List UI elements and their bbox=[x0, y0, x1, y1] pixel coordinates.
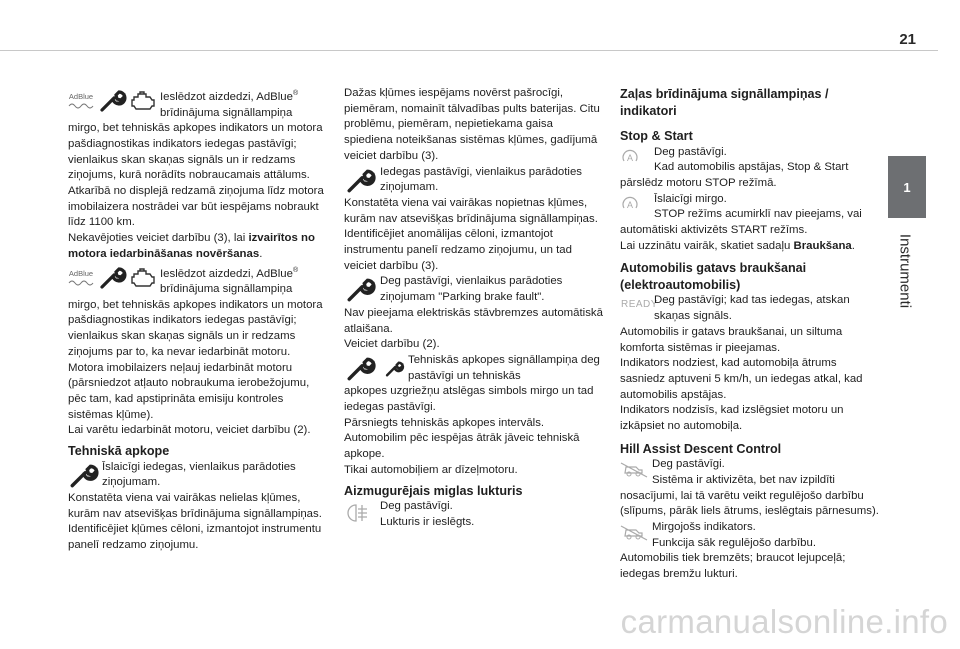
paragraph: Veiciet darbību (2). bbox=[344, 338, 440, 351]
svg-text:A: A bbox=[626, 199, 634, 210]
paragraph: Motora imobilaizers neļauj iedarbināt motoru (pārsniedzot atļauto nobraukuma ierobežojumu, pēc tam, kad apstiprināta emisiju kontroles sistēmas kļūme). bbox=[68, 361, 310, 421]
paragraph: pārslēdz motoru STOP režīmā. bbox=[620, 176, 777, 189]
icon-group bbox=[620, 194, 654, 214]
section-heading: Hill Assist Descent Control bbox=[620, 441, 782, 456]
engine-icon bbox=[130, 266, 156, 290]
icon-group bbox=[620, 295, 658, 311]
stop-start-block-1-text: Deg pastāvīgi. Kad automobilis apstājas, Stop & Start bbox=[654, 145, 849, 174]
paragraph: Automobilis ir gatavs braukšanai, un siltuma komforta sistēmas ir pieejamas. bbox=[620, 325, 843, 354]
hill-assist-block-2 bbox=[620, 520, 880, 551]
icon-group bbox=[68, 88, 160, 114]
icon-group bbox=[620, 459, 652, 479]
service-interval-text: Tehniskās apkopes signāllampiņa deg pastāvīgi un tehniskās bbox=[408, 353, 600, 382]
wrench-icon bbox=[68, 462, 98, 490]
hill-assist-block-1-text: Deg pastāvīgi. Sistēma ir aktivizēta, bet nav izpildīti bbox=[652, 458, 835, 486]
fog-light-block bbox=[344, 499, 604, 530]
paragraph: Automobilis tiek bremzēts; braucot lejupceļā; iedegas bremžu lukturi. bbox=[620, 552, 846, 581]
paragraph: Identificējiet kļūmes cēloni, izmantojot instrumentu panelī redzamo ziņojumu. bbox=[68, 523, 322, 552]
icon-group bbox=[68, 265, 160, 291]
paragraph: Indikators nodzisīs, kad izslēgsiet motoru un izkāpsiet no automobiļa. bbox=[620, 404, 844, 433]
stop-start-block-2-text: Īslaicīgi mirgo. STOP režīms acumirklī nav pieejams, vai bbox=[654, 192, 862, 221]
adblue-icon: AdBlue bbox=[68, 93, 94, 109]
adblue-block-2 bbox=[68, 263, 328, 298]
paragraph: automātiski aktivizēts START režīms. bbox=[620, 224, 808, 237]
chapter-title-text: Instrumenti bbox=[896, 233, 914, 309]
wrench-icon bbox=[344, 167, 376, 195]
chapter-title bbox=[897, 226, 913, 316]
wrench-icon bbox=[98, 265, 126, 291]
small-wrench-icon bbox=[384, 360, 404, 378]
hill-assist-block-1 bbox=[620, 457, 880, 488]
section-heading: Tehniskā apkope bbox=[68, 444, 170, 459]
adblue-block-1 bbox=[68, 86, 328, 121]
engine-icon bbox=[130, 89, 156, 113]
ready-block bbox=[620, 293, 880, 324]
parking-brake-text: Deg pastāvīgi, vienlaikus parādoties ziņojumam "Parking brake fault". bbox=[380, 275, 563, 304]
icon-group bbox=[344, 355, 408, 383]
paragraph: Nav pieejama elektriskās stāvbremzes automātiskā atlaišana. bbox=[344, 306, 603, 335]
paragraph: Atkarībā no displejā redzamā ziņojuma līdz motora imobilaizera nostrādei var būt iespējams nobraukt līdz 1100 km. bbox=[68, 185, 324, 229]
wrench-icon bbox=[344, 355, 376, 383]
parking-brake-block bbox=[344, 274, 604, 305]
icon-group bbox=[344, 501, 380, 525]
section-heading: Zaļas brīdinājuma signāllampiņas / indikatori bbox=[620, 87, 829, 118]
fog-light-icon bbox=[344, 501, 370, 525]
icon-group bbox=[620, 522, 652, 542]
adblue-block-2-text: Ieslēdzot aizdedzi, AdBlue® brīdinājuma signāllampiņa bbox=[160, 266, 299, 296]
icon-group bbox=[344, 167, 380, 195]
tech-block-text: Īslaicīgi iedegas, vienlaikus parādoties ziņojumam. bbox=[102, 460, 296, 489]
hill-assist-icon bbox=[620, 459, 648, 479]
stop-start-icon bbox=[620, 194, 640, 214]
paragraph: nosacījumi, lai tā varētu veikt regulējošo darbību (slīpums, pārāk liels ātrums, ieslēgtais pārnesums). bbox=[620, 489, 879, 518]
icon-group bbox=[344, 276, 380, 304]
paragraph: Automobilim pēc iespējas ātrāk jāveic tehniskā apkope. bbox=[344, 432, 580, 461]
paragraph: Pārsniegts tehniskās apkopes intervāls. bbox=[344, 416, 545, 429]
watermark: carmanualsonline.info bbox=[620, 603, 948, 640]
paragraph: Lai varētu iedarbināt motoru, veiciet darbību (2). bbox=[68, 424, 311, 437]
tech-block bbox=[68, 460, 328, 491]
paragraph: mirgo, bet tehniskās apkopes indikators un motora pašdiagnostikas indikators iedegas pastāvīgi; vienlaikus skan skaņas signāls un ir redzams ziņojums par to, ka nevar iedarbināt motoru. bbox=[68, 298, 323, 358]
adblue-block-1-text: Ieslēdzot aizdedzi, AdBlue® brīdinājuma signāllampiņa bbox=[160, 90, 299, 119]
header-rule bbox=[0, 50, 938, 51]
paragraph: Identificējiet anomālijas cēloni, izmantojot instrumentu panelī redzamo ziņojumu, un tad veiciet darbību (3). bbox=[344, 228, 572, 272]
icon-group bbox=[620, 147, 654, 167]
paragraph: apkopes uzgriežņu atslēgas simbols mirgo un tad iedegas pastāvīgi. bbox=[344, 385, 594, 414]
wrench-icon bbox=[344, 276, 376, 304]
section-heading: Stop & Start bbox=[620, 129, 693, 143]
paragraph: Indikators nodziest, kad automobiļa ātrums sasniedz aptuveni 5 km/h, un iedegas atkal, kad automobilis apstājas. bbox=[620, 357, 863, 401]
hill-assist-block-2-text: Mirgojošs indikators. Funkcija sāk regulējošo darbību. bbox=[652, 521, 816, 549]
page-number: 21 bbox=[899, 31, 916, 48]
serious-fault-text: Iedegas pastāvīgi, vienlaikus parādoties ziņojumam. bbox=[380, 165, 582, 194]
column-3 bbox=[620, 86, 880, 583]
adblue-icon: AdBlue bbox=[68, 270, 94, 286]
service-interval-block bbox=[344, 353, 604, 384]
paragraph: Dažas kļūmes iespējams novērst pašrocīgi, piemēram, nomainīt tālvadības pults baterijas. Citu problēmu, piemēram, nepietiekama gaisa spiediena noteikšanas sistēmas kļūmes, gadījumā veiciet darbību (3). bbox=[344, 87, 600, 162]
ready-icon bbox=[620, 295, 658, 311]
icon-group bbox=[68, 462, 102, 490]
chapter-tab[interactable]: 1 bbox=[888, 156, 926, 218]
paragraph: mirgo, bet tehniskās apkopes indikators un motora pašdiagnostikas indikators iedegas pastāvīgi; vienlaikus skan skaņas signāls un ir redzams ziņojums, kurā norādīts nobraucamais attālums. bbox=[68, 122, 323, 182]
paragraph: Lai uzzinātu vairāk, skatiet sadaļu Braukšana. bbox=[620, 239, 855, 252]
stop-start-block-2 bbox=[620, 192, 880, 223]
svg-text:A: A bbox=[626, 152, 634, 163]
section-heading: Aizmugurējais miglas lukturis bbox=[344, 483, 523, 498]
paragraph: Konstatēta viena vai vairākas nopietnas kļūmes, kurām nav atsevišķas brīdinājuma signāllampiņas. bbox=[344, 196, 598, 225]
paragraph: Konstatēta viena vai vairākas nelielas kļūmes, kurām nav atsevišķas brīdinājuma signāllampiņas. bbox=[68, 491, 322, 520]
column-1 bbox=[68, 86, 328, 554]
stop-start-icon bbox=[620, 147, 640, 167]
fog-light-text: Deg pastāvīgi. Lukturis ir ieslēgts. bbox=[380, 500, 475, 528]
hill-assist-icon bbox=[620, 522, 648, 542]
paragraph: Nekavējoties veiciet darbību (3), lai izvairītos no motora iedarbināšanas novēršanas. bbox=[68, 232, 315, 260]
stop-start-block-1 bbox=[620, 145, 880, 176]
svg-text:READY: READY bbox=[621, 299, 658, 311]
serious-fault-block bbox=[344, 165, 604, 196]
wrench-icon bbox=[98, 88, 126, 114]
column-2 bbox=[344, 86, 604, 530]
section-heading: Automobilis gatavs braukšanai (elektroautomobilis) bbox=[620, 261, 807, 292]
ready-block-text: Deg pastāvīgi; kad tas iedegas, atskan skaņas signāls. bbox=[654, 294, 850, 323]
paragraph: Tikai automobiļiem ar dīzeļmotoru. bbox=[344, 463, 518, 476]
